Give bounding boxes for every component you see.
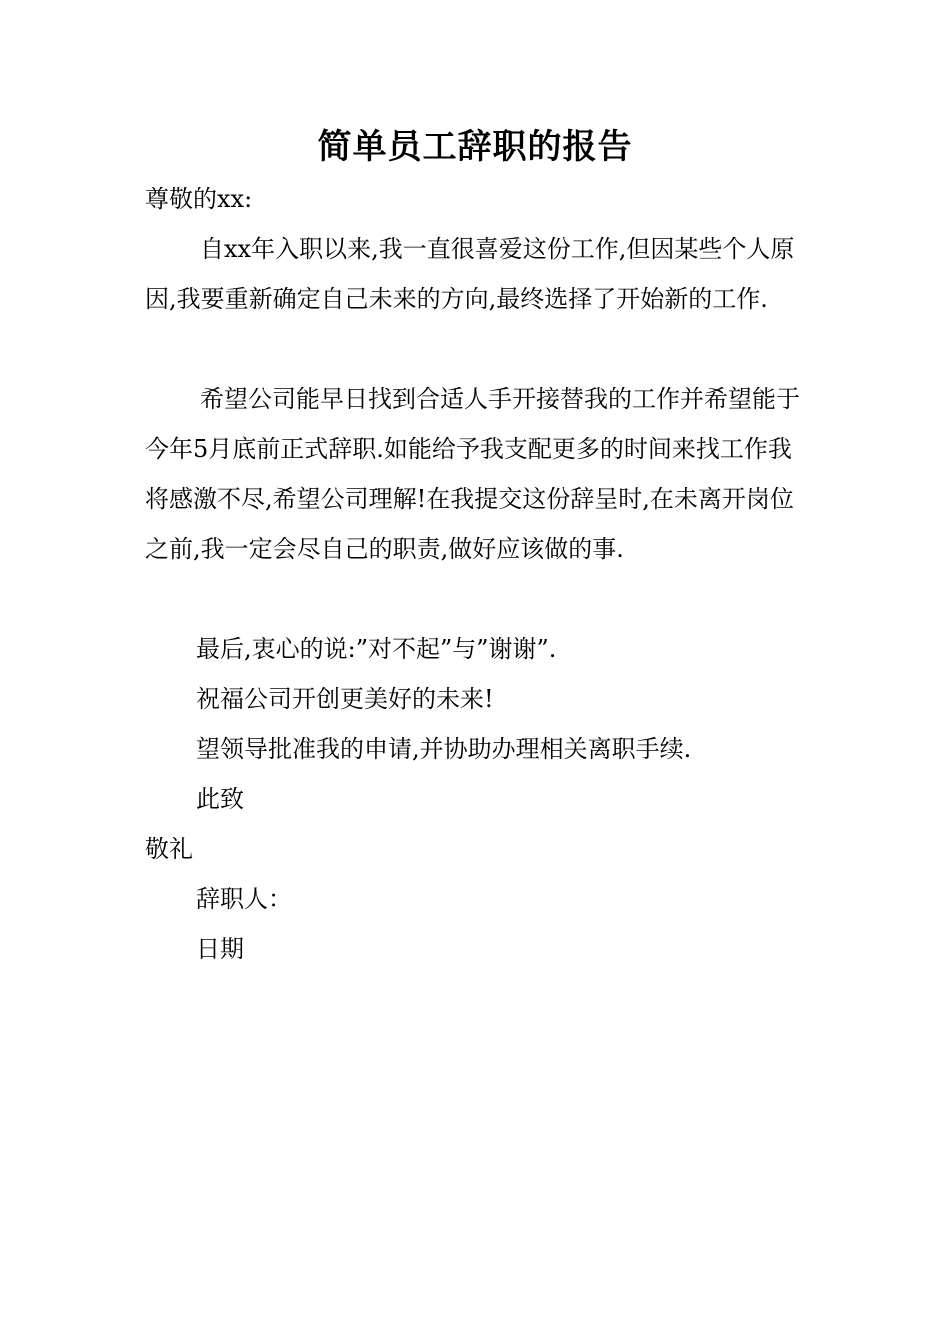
closing-thanks-line: 最后,衷心的说:”对不起”与”谢谢”.	[196, 635, 557, 663]
body-paragraph-1: 自xx年入职以来,我一直很喜爱这份工作,但因某些个人原因,我要重新确定自己未来的方向,最终选择了开始新的工作.	[145, 235, 795, 313]
resigner-label: 辞职人：	[196, 885, 292, 913]
sign-off-cizhi: 此致	[196, 785, 244, 813]
document-title: 简单员工辞职的报告	[317, 127, 633, 167]
sign-off-jingli: 敬礼	[145, 835, 193, 863]
body-paragraph-2: 希望公司能早日找到合适人手开接替我的工作并希望能于今年5月底前正式辞职.如能给予我支配更多的时间来找工作我将感激不尽,希望公司理解!在我提交这份辞呈时,在未离开岗位之前,我一定会尽自己的职责,做好应该做的事.	[145, 385, 800, 563]
salutation: 尊敬的xx:	[145, 185, 253, 213]
closing-request-line: 望领导批准我的申请,并协助办理相关离职手续.	[196, 735, 692, 763]
closing-wishes-line: 祝福公司开创更美好的未来!	[196, 685, 494, 713]
date-label: 日期	[196, 935, 244, 963]
